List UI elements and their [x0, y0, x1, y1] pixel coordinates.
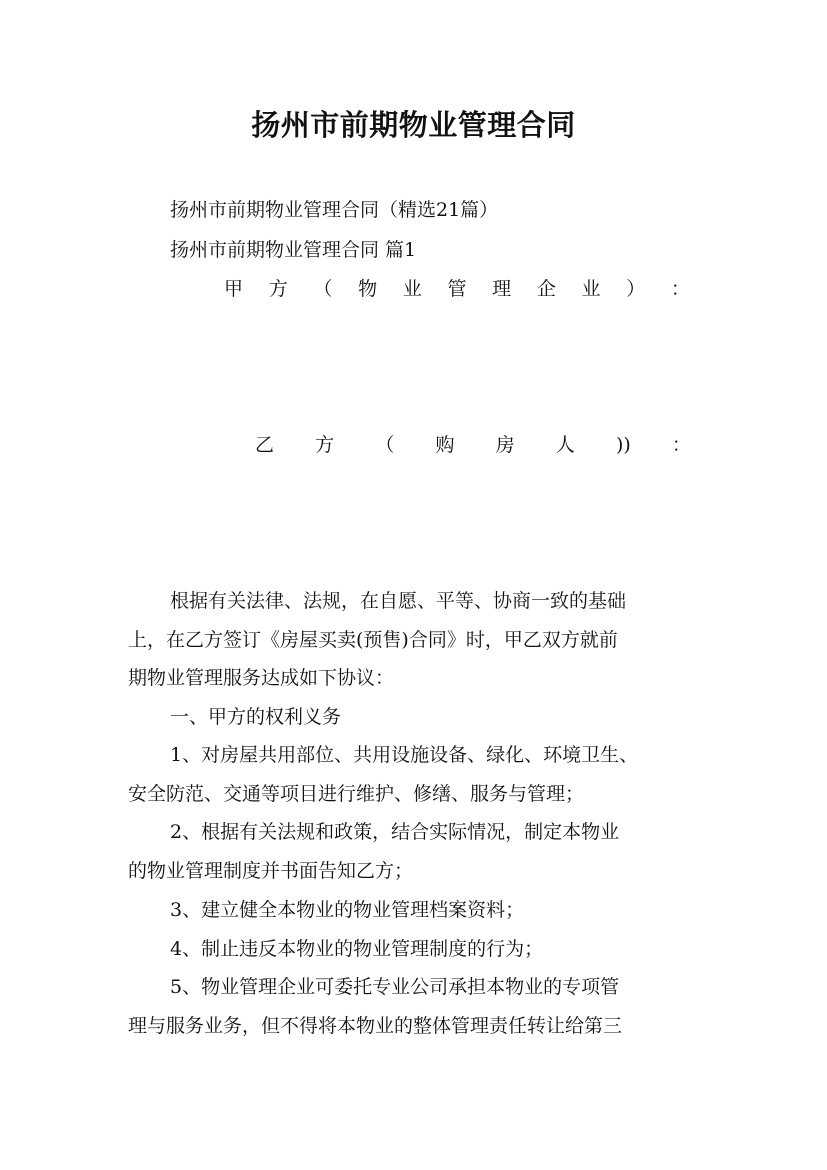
party-a-char: 物 [358, 278, 378, 300]
party-a-char: ： [670, 278, 690, 300]
body-line: 上，在乙方签订《房屋买卖(预售)合同》时，甲乙双方就前 [128, 629, 618, 651]
party-a-char: 业 [581, 278, 601, 300]
party-a-char: 甲 [224, 278, 244, 300]
party-a-char: 理 [492, 278, 512, 300]
party-a-char: 方 [268, 278, 288, 300]
party-b-char: ： [671, 434, 691, 456]
party-a-char: 管 [447, 278, 467, 300]
party-b-char: 方 [315, 434, 335, 456]
party-a-char: （ [313, 278, 333, 300]
body-line: 4、制止违反本物业的物业管理制度的行为； [170, 938, 544, 960]
party-b-char: )) [615, 434, 631, 456]
body-line: 期物业管理服务达成如下协议： [128, 667, 395, 689]
party-b-char: 人 [555, 434, 575, 456]
party-b-char: 乙 [255, 434, 275, 456]
body-line: 2、根据有关法规和政策，结合实际情况，制定本物业 [170, 821, 620, 843]
body-line: 的物业管理制度并书面告知乙方； [128, 860, 414, 882]
party-b-char: （ [375, 434, 395, 456]
party-b-char: 购 [435, 434, 455, 456]
section-heading: 一、甲方的权利义务 [170, 706, 342, 728]
body-line: 根据有关法律、法规，在自愿、平等、协商一致的基础 [170, 590, 627, 612]
body-line: 安全防范、交通等项目进行维护、修缮、服务与管理； [128, 783, 585, 805]
subtitle-line: 扬州市前期物业管理合同（精选21篇） [170, 199, 499, 221]
body-line: 1、对房屋共用部位、共用设施设备、绿化、环境卫生、 [170, 744, 639, 766]
party-a-char: 企 [536, 278, 556, 300]
body-line: 5、物业管理企业可委托专业公司承担本物业的专项管 [170, 976, 620, 998]
document-title: 扬州市前期物业管理合同 [251, 108, 576, 142]
party-b-char: 房 [495, 434, 515, 456]
subtitle-line: 扬州市前期物业管理合同 篇1 [170, 239, 417, 261]
body-line: 理与服务业务，但不得将本物业的整体管理责任转让给第三 [128, 1015, 623, 1037]
party-b-line [255, 433, 691, 457]
party-a-char: 业 [402, 278, 422, 300]
party-a-char: ） [626, 278, 646, 300]
body-line: 3、建立健全本物业的物业管理档案资料； [170, 899, 525, 921]
party-a-line [224, 277, 690, 301]
